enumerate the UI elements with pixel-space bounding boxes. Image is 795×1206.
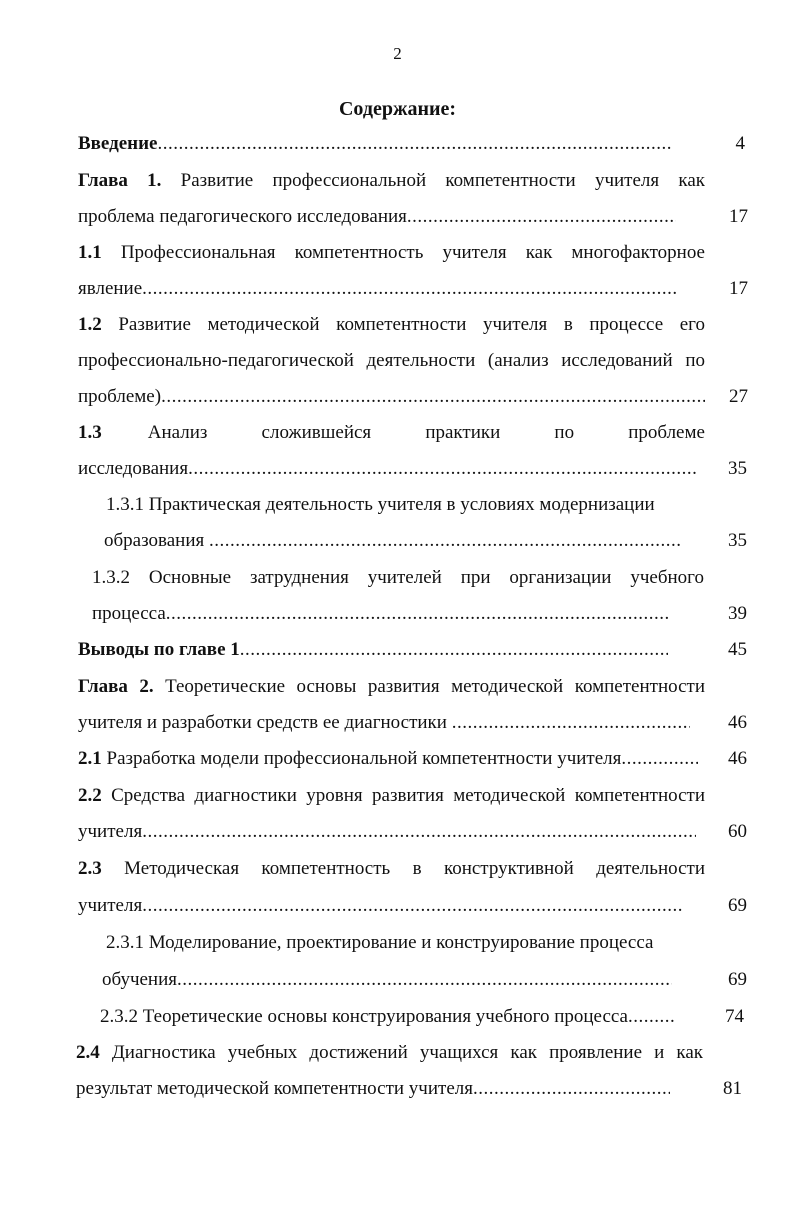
toc-entry-text: Средства диагностики уровня развития методической компетентности — [101, 785, 705, 806]
toc-page-number: 45 — [728, 639, 747, 660]
toc-entry-1-3-cont — [78, 456, 698, 482]
toc-page-number: 81 — [723, 1078, 742, 1099]
toc-entry-chapter-2[interactable] — [78, 674, 705, 700]
leader-dots — [188, 456, 698, 482]
toc-entry-2-3-2[interactable] — [100, 1004, 676, 1030]
toc-entry-1-3-1-cont — [104, 528, 680, 554]
toc-entry-word: по — [554, 422, 575, 443]
leader-dots — [161, 384, 705, 410]
leader-dots — [628, 1004, 676, 1030]
toc-page-number: 69 — [728, 895, 747, 916]
toc-entry-2-4-cont — [76, 1076, 670, 1102]
toc-entry-text: Развитие методической компетентности учителя в процессе его — [101, 314, 705, 335]
toc-entry-number: 2.2 — [78, 785, 102, 806]
toc-page-number: 17 — [729, 206, 748, 227]
toc-entry-2-2-cont — [78, 819, 696, 845]
toc-entry-text: Методическая компетентность в конструктивной деятельности — [101, 858, 705, 879]
toc-entry-text: исследования — [78, 458, 189, 479]
toc-entry-text: 2.3.2 Теоретические основы конструирования учебного процесса — [100, 1006, 628, 1027]
toc-page-number: 46 — [728, 712, 747, 733]
toc-entry-text: проблема педагогического исследования — [78, 206, 407, 227]
toc-entry-1-3-2[interactable]: 1.3.2 Основные затруднения учителей при организации учебного — [92, 567, 704, 588]
leader-dots — [407, 204, 676, 230]
page-number: 2 — [393, 44, 402, 63]
toc-entry-text: Профессиональная компетентность учителя как многофакторное — [101, 242, 705, 263]
toc-page-number: 4 — [735, 133, 745, 154]
leader-dots — [142, 819, 696, 845]
leader-dots — [142, 893, 682, 919]
leader-dots — [240, 637, 668, 663]
toc-page-number: 35 — [728, 530, 747, 551]
toc-entry-1-3[interactable] — [78, 420, 705, 446]
toc-entry-text: обучения — [102, 969, 178, 990]
toc-page-number: 46 — [728, 748, 747, 769]
toc-entry-number: 2.1 — [78, 748, 102, 769]
toc-entry-conclusions-1[interactable] — [78, 637, 668, 663]
toc-entry-2-3-1-cont — [102, 967, 672, 993]
leader-dots — [473, 1076, 670, 1102]
toc-entry-text: образования — [104, 530, 209, 551]
toc-entry-text: Диагностика учебных достижений учащихся как проявление и как — [99, 1042, 703, 1063]
toc-entry-intro[interactable] — [78, 131, 673, 157]
toc-entry-number: Глава 2. — [78, 676, 154, 697]
leader-dots — [142, 276, 676, 302]
toc-entry-1-2-mid: профессионально-педагогической деятельности (анализ исследований по — [78, 350, 705, 371]
toc-entry-word: проблеме — [628, 422, 705, 443]
toc-entry-text: учителя и разработки средств ее диагностики — [78, 712, 452, 733]
toc-entry-number: 1.3 — [78, 422, 102, 443]
toc-entry-2-3[interactable] — [78, 856, 705, 882]
toc-entry-1-1-cont — [78, 276, 676, 302]
leader-dots — [158, 131, 674, 157]
leader-dots — [177, 967, 672, 993]
toc-entry-number: 2.4 — [76, 1042, 100, 1063]
toc-entry-word: сложившейся — [261, 422, 372, 443]
toc-entry-1-1[interactable] — [78, 240, 705, 266]
toc-entry-text: результат методической компетентности учителя — [76, 1078, 473, 1099]
toc-entry-text: проблеме) — [78, 386, 162, 407]
toc-entry-number: Глава 1. — [78, 170, 162, 191]
toc-entry-chapter-1-cont — [78, 204, 676, 230]
leader-dots — [166, 601, 670, 627]
toc-title: Содержание: — [338, 98, 457, 120]
toc-page-number: 74 — [725, 1006, 744, 1027]
toc-entry-text — [148, 420, 705, 446]
toc-entry-text: процесса — [92, 603, 166, 624]
toc-page-number: 27 — [729, 386, 748, 407]
toc-entry-1-3-1[interactable]: 1.3.1 Практическая деятельность учителя в условиях модернизации — [106, 494, 655, 515]
toc-entry-text: учителя — [78, 821, 143, 842]
toc-entry-text: явление — [78, 278, 143, 299]
toc-entry-label: Выводы по главе 1 — [78, 639, 240, 660]
toc-entry-word: практики — [425, 422, 501, 443]
toc-page-number: 39 — [728, 603, 747, 624]
toc-entry-label: Введение — [78, 133, 158, 154]
toc-entry-number: 2.3 — [78, 858, 102, 879]
toc-entry-2-3-cont — [78, 893, 682, 919]
toc-entry-1-2-cont — [78, 384, 705, 410]
toc-entry-2-1[interactable] — [78, 746, 698, 772]
toc-entry-text: Развитие профессиональной компетентности учителя как — [161, 170, 705, 191]
toc-entry-text: учителя — [78, 895, 143, 916]
toc-entry-number: 1.1 — [78, 242, 102, 263]
leader-dots — [209, 528, 680, 554]
toc-page-number: 17 — [729, 278, 748, 299]
toc-entry-1-2[interactable] — [78, 312, 705, 338]
toc-entry-number: 1.2 — [78, 314, 102, 335]
toc-page-number: 35 — [728, 458, 747, 479]
toc-entry-2-3-1[interactable]: 2.3.1 Моделирование, проектирование и конструирование процесса — [106, 932, 654, 953]
toc-entry-text: Разработка модели профессиональной компетентности учителя — [101, 748, 622, 769]
leader-dots — [452, 710, 690, 736]
toc-entry-2-4[interactable] — [76, 1040, 703, 1066]
toc-entry-word: Анализ — [147, 422, 208, 443]
toc-page-number: 69 — [728, 969, 747, 990]
toc-entry-chapter-2-cont — [78, 710, 690, 736]
toc-entry-chapter-1[interactable] — [78, 168, 705, 194]
toc-entry-text: Теоретические основы развития методической компетентности — [153, 676, 705, 697]
leader-dots — [621, 746, 698, 772]
toc-page-number: 60 — [728, 821, 747, 842]
toc-entry-1-3-2-cont — [92, 601, 670, 627]
toc-entry-2-2[interactable] — [78, 783, 705, 809]
